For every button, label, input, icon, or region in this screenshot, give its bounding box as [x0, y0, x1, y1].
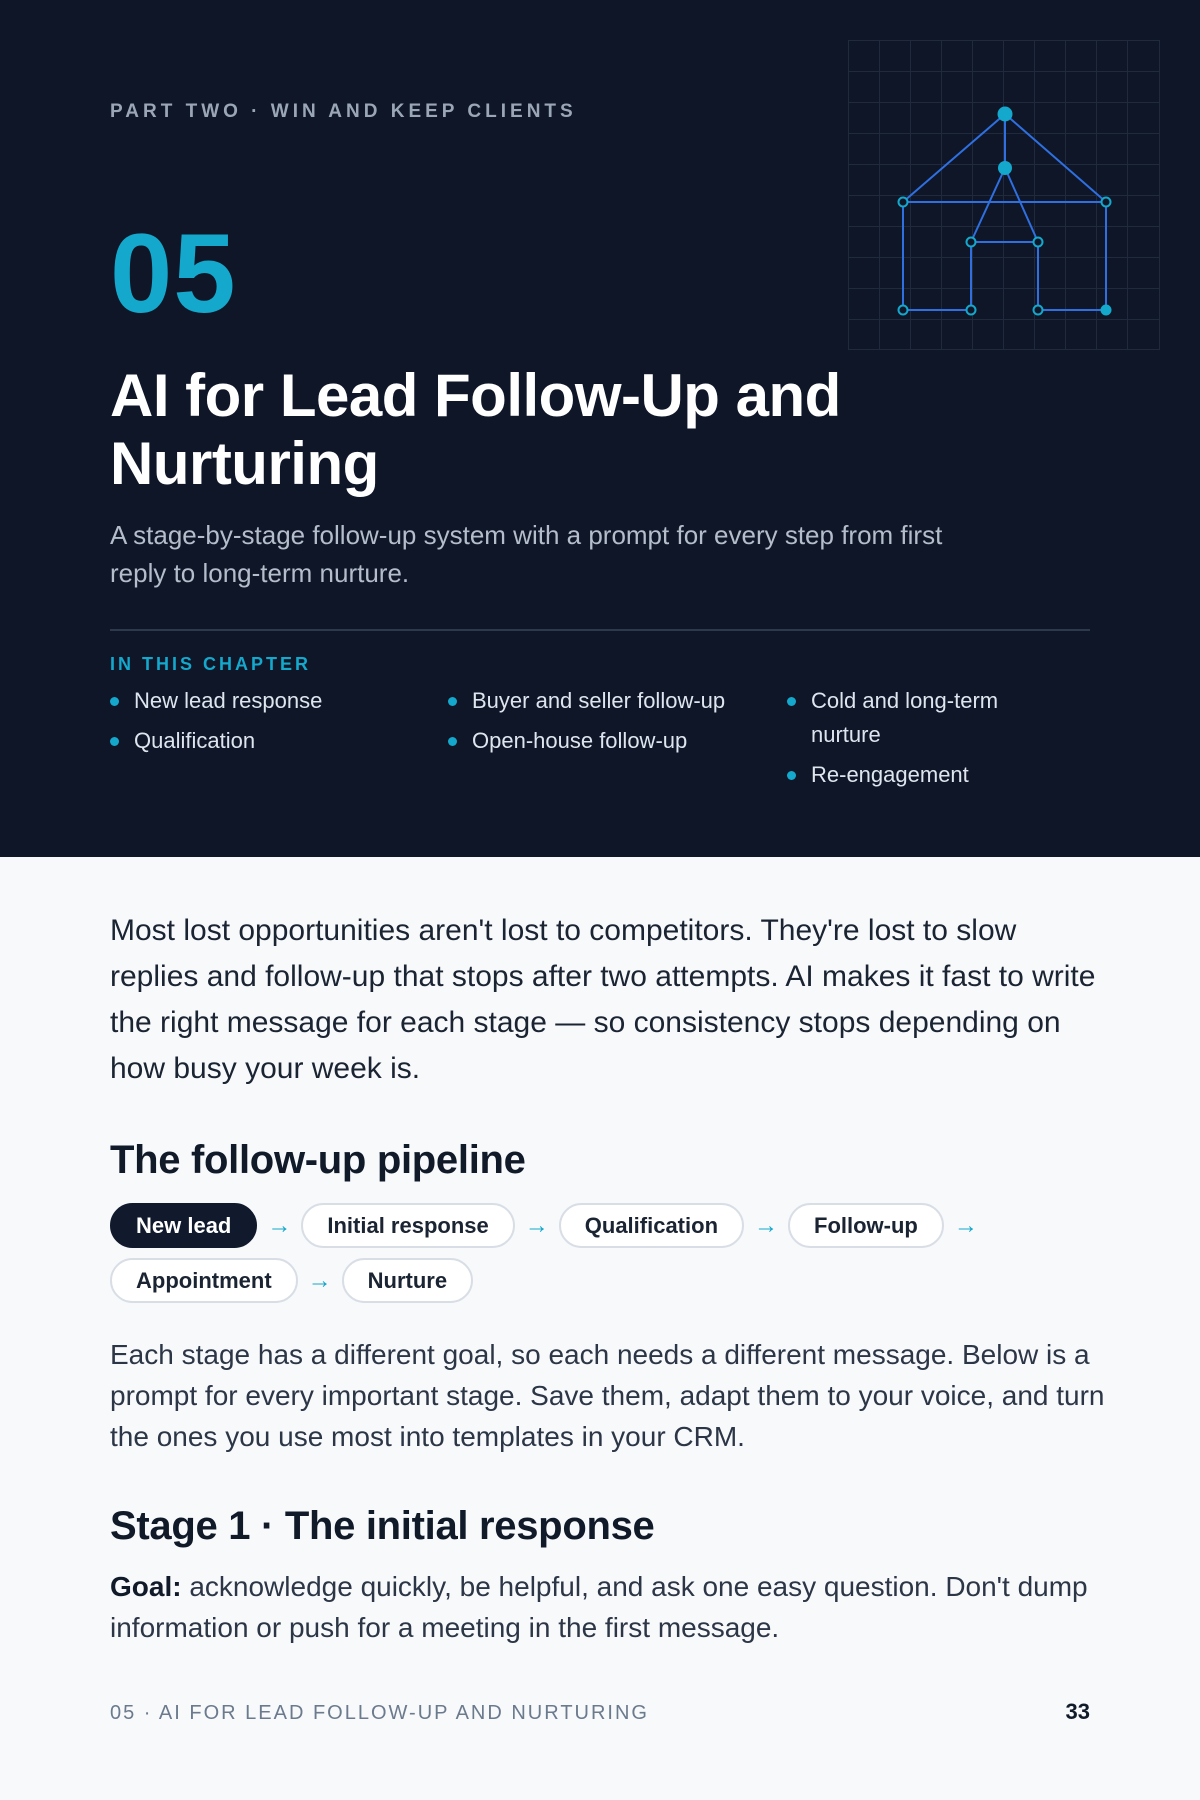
toc-item: [448, 684, 768, 718]
arrow-right-icon: →: [267, 1211, 292, 1239]
pipeline-diagram: [110, 1203, 1100, 1303]
pipeline-paragraph: Each stage has a different goal, so each needs a different message. Below is a prompt for every important stage. Save them, adapt them to your voice, and turn the ones you use most into templates in your CRM.: [110, 1339, 1105, 1452]
toc-column-3: [787, 684, 1047, 798]
toc-item-label: Re-engagement: [811, 762, 969, 787]
toc-item-label: Open-house follow-up: [472, 728, 688, 753]
chapter-subtitle: A stage-by-stage follow-up system with a prompt for every step from first reply to long-term nurture.: [110, 520, 943, 588]
hero-divider: [110, 629, 1090, 631]
pipeline-stage-appointment: Appointment: [110, 1258, 298, 1303]
stage-1-heading: Stage 1 · The initial response: [110, 1504, 655, 1548]
in-this-chapter-label: IN THIS CHAPTER: [110, 654, 312, 674]
toc-item: [110, 684, 430, 718]
chapter-number: 05: [110, 211, 237, 336]
bullet-dot-icon: [448, 737, 457, 746]
page-number: 33: [1065, 1699, 1090, 1724]
intro-paragraph: Most lost opportunities aren't lost to competitors. They're lost to slow replies and follow-up that stops after two attempts. AI makes it fast to write the right message for each stage — so consistency stops depending on how busy your week is.: [110, 914, 1096, 1085]
arrow-right-icon: →: [307, 1266, 332, 1294]
goal-paragraph: [110, 1566, 1105, 1648]
toc-item: [787, 758, 1047, 792]
running-footer: 05 · AI FOR LEAD FOLLOW-UP AND NURTURING: [110, 1702, 649, 1724]
bullet-dot-icon: [787, 771, 796, 780]
toc-column-2: [448, 684, 768, 764]
pipeline-stage-qualification: Qualification: [559, 1203, 744, 1248]
bullet-dot-icon: [110, 697, 119, 706]
pipeline-stage-nurture: Nurture: [342, 1258, 473, 1303]
chapter-title: AI for Lead Follow-Up and Nurturing: [110, 362, 841, 497]
pipeline-stage-new-lead: New lead: [110, 1203, 257, 1248]
toc-column-1: [110, 684, 430, 764]
part-eyebrow: PART TWO · WIN AND KEEP CLIENTS: [110, 101, 577, 122]
pipeline-stage-follow-up: Follow-up: [788, 1203, 944, 1248]
toc-item: [448, 724, 768, 758]
toc-item-label: Buyer and seller follow-up: [472, 688, 726, 713]
bullet-dot-icon: [110, 737, 119, 746]
pipeline-heading: The follow-up pipeline: [110, 1138, 526, 1182]
house-network-icon: [848, 40, 1160, 350]
arrow-right-icon: →: [953, 1211, 978, 1239]
toc-item-label: New lead response: [134, 688, 323, 713]
bullet-dot-icon: [448, 697, 457, 706]
pipeline-stage-initial-response: Initial response: [301, 1203, 514, 1248]
toc-item: [787, 684, 1047, 752]
chapter-hero: [0, 0, 1200, 857]
toc-item-label: Qualification: [134, 728, 256, 753]
toc-item: [110, 724, 430, 758]
toc-item-label: Cold and long-term nurture: [811, 688, 999, 747]
bullet-dot-icon: [787, 697, 796, 706]
arrow-right-icon: →: [524, 1211, 549, 1239]
goal-label: Goal:: [110, 1571, 182, 1602]
goal-text: acknowledge quickly, be helpful, and ask one easy question. Don't dump information or push for a meeting in the first message.: [110, 1571, 1088, 1643]
arrow-right-icon: →: [754, 1211, 779, 1239]
